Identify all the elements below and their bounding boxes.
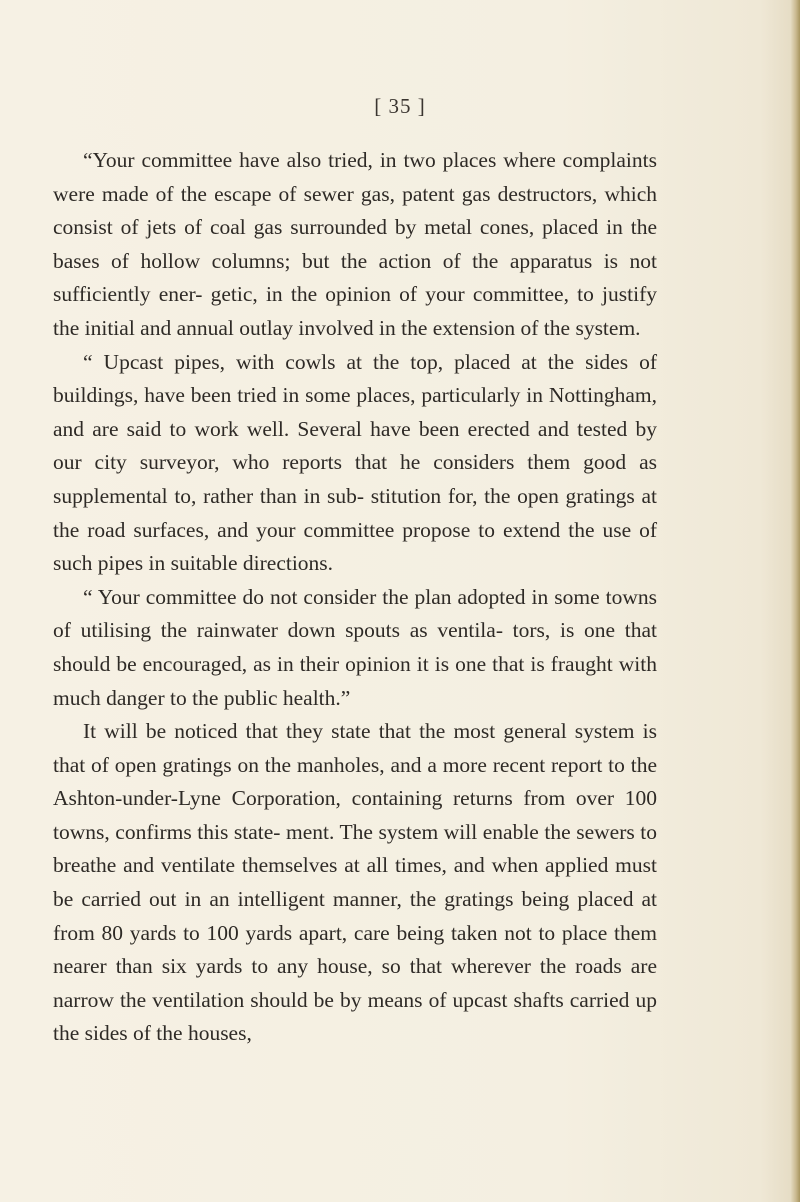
paragraph-gas-destructors: “Your committee have also tried, in two places where complaints were made of the escape of sewer gas, patent gas destructors, which consist of jets of coal gas surrounded by metal cones, placed in the bases of hollow columns; but the action of the apparatus is not sufficiently ener- getic, in the opinion of your committee, to justify the initial and annual outlay involved in the extension of the system.	[53, 148, 657, 340]
paragraph-upcast-pipes: “ Upcast pipes, with cowls at the top, placed at the sides of buildings, have been tried in some places, particularly in Nottingham, and are said to work well. Several have been erected and tested by our city surveyor, who reports that he considers them good as supplemental to, rather than in sub- stitution for, the open gratings at the road surfaces, and your committee propose to extend the use of such pipes in suitable directions.	[53, 349, 657, 576]
page-edge-shadow	[790, 0, 800, 1202]
body-text	[53, 144, 657, 1051]
page-number: [ 35 ]	[374, 94, 426, 118]
paragraph-rainwater-spouts: “ Your committee do not consider the plan adopted in some towns of utilising the rainwater down spouts as ventila- tors, is one that should be encouraged, as in their opinion it is one that is fraught with much danger to the public health.”	[53, 584, 657, 710]
paragraph-open-gratings: It will be noticed that they state that the most general system is that of open gratings on the manholes, and a more recent report to the Ashton-under-Lyne Corporation, containing returns from over 100 towns, confirms this state- ment. The system will enable the sewers to breathe and ventilate themselves at all times, and when applied must be carried out in an intelligent manner, the gratings being placed at from 80 yards to 100 yards apart, care being taken not to place them nearer than six yards to any house, so that wherever the roads are narrow the ventilation should be by means of upcast shafts carried up the sides of the houses,	[53, 719, 657, 1046]
